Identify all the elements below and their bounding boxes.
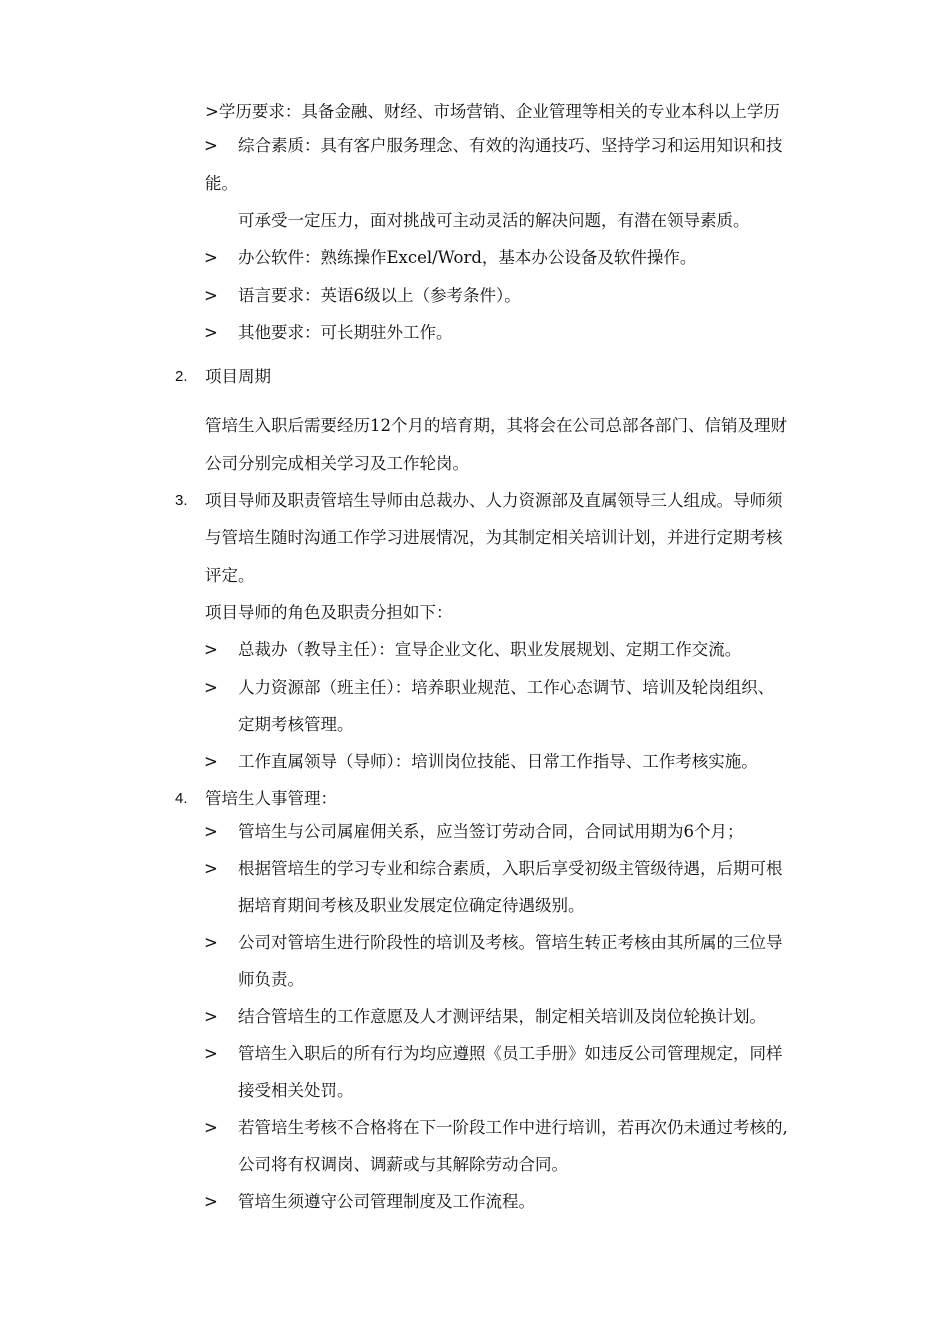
bullet-icon: > [204, 822, 218, 841]
education-requirement-line: >学历要求：具备金融、财经、市场营销、企业管理等相关的专业本科以上学历 [205, 102, 780, 121]
list-item: 工作直属领导（导师）：培训岗位技能、日常工作指导、工作考核实施。 [238, 752, 758, 771]
language-requirement-line: 语言要求：英语6级以上（参考条件）。 [238, 286, 521, 305]
list-item: 管培生须遵守公司管理制度及工作流程。 [238, 1192, 535, 1211]
section-number: 2. [175, 368, 188, 385]
paragraph-line: 与管培生随时沟通工作学习进展情况，为其制定相关培训计划，并进行定期考核 [205, 528, 783, 547]
list-item: 管培生与公司属雇佣关系，应当签订劳动合同，合同试用期为6个月； [238, 822, 744, 841]
section-number: 3. [175, 492, 188, 509]
bullet-icon: > [204, 1192, 218, 1211]
paragraph-line: 项目导师的角色及职责分担如下： [205, 603, 453, 622]
list-item-cont: 公司将有权调岗、调薪或与其解除劳动合同。 [238, 1155, 568, 1174]
list-item-cont: 师负责。 [238, 970, 304, 989]
bullet-icon: > [204, 286, 218, 305]
bullet-icon: > [204, 1118, 218, 1137]
bullet-icon: > [204, 136, 218, 155]
list-item-cont: 定期考核管理。 [238, 715, 354, 734]
bullet-icon: > [204, 752, 218, 771]
list-item-cont: 接受相关处罚。 [238, 1081, 354, 1100]
section-heading: 管培生人事管理： [205, 789, 337, 808]
bullet-icon: > [204, 933, 218, 952]
list-item: 结合管培生的工作意愿及人才测评结果，制定相关培训及岗位轮换计划。 [238, 1007, 766, 1026]
section-number: 4. [175, 790, 188, 807]
office-software-line: 办公软件：熟练操作Excel/Word，基本办公设备及软件操作。 [238, 248, 697, 267]
list-item: 总裁办（教导主任）：宣导企业文化、职业发展规划、定期工作交流。 [238, 640, 742, 659]
list-item: 根据管培生的学习专业和综合素质，入职后享受初级主管级待遇，后期可根 [238, 859, 783, 878]
overall-quality-line: 综合素质：具有客户服务理念、有效的沟通技巧、坚持学习和运用知识和技 [238, 136, 783, 155]
bullet-icon: > [204, 859, 218, 878]
bullet-icon: > [204, 323, 218, 342]
section-heading: 项目周期 [205, 367, 271, 386]
bullet-icon: > [204, 1007, 218, 1026]
list-item: 人力资源部（班主任）：培养职业规范、工作心态调节、培训及轮岗组织、 [238, 678, 775, 697]
list-item: 公司对管培生进行阶段性的培训及考核。管培生转正考核由其所属的三位导 [238, 933, 783, 952]
pressure-line: 可承受一定压力，面对挑战可主动灵活的解决问题，有潜在领导素质。 [238, 211, 750, 230]
list-item: 若管培生考核不合格将在下一阶段工作中进行培训，若再次仍未通过考核的, [238, 1118, 788, 1137]
bullet-icon: > [204, 1044, 218, 1063]
overall-quality-line-cont: 能。 [205, 174, 238, 193]
paragraph-line: 公司分别完成相关学习及工作轮岗。 [205, 454, 469, 473]
bullet-icon: > [204, 248, 218, 267]
paragraph-line: 评定。 [205, 566, 255, 585]
paragraph-line: 管培生入职后需要经历12个月的培育期，其将会在公司总部各部门、信销及理财 [205, 416, 787, 435]
bullet-icon: > [204, 640, 218, 659]
paragraph-line: 项目导师及职责管培生导师由总裁办、人力资源部及直属领导三人组成。导师须 [205, 491, 783, 510]
bullet-icon: > [204, 678, 218, 697]
other-requirement-line: 其他要求：可长期驻外工作。 [238, 323, 453, 342]
list-item-cont: 据培育期间考核及职业发展定位确定待遇级别。 [238, 896, 585, 915]
list-item: 管培生入职后的所有行为均应遵照《员工手册》如违反公司管理规定，同样 [238, 1044, 783, 1063]
